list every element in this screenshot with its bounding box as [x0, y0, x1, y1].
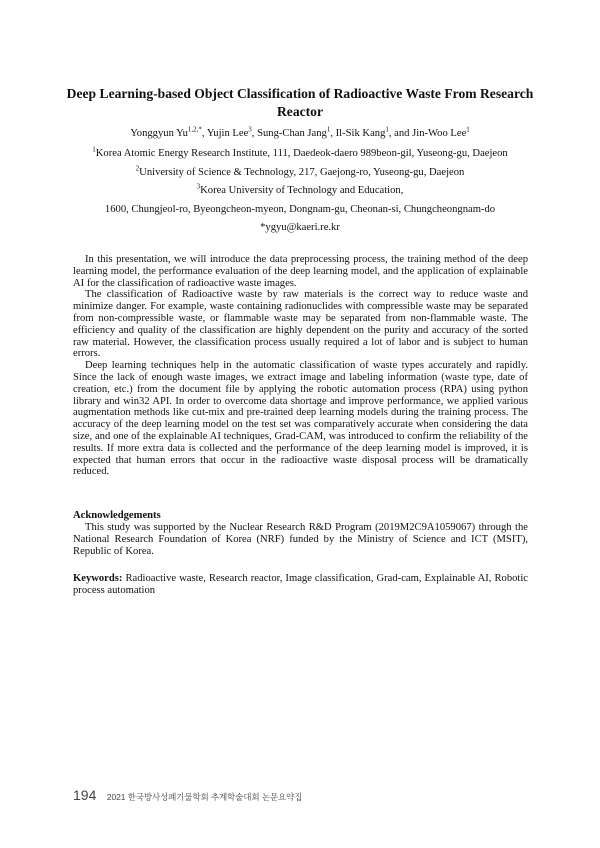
author-name: Yujin Lee	[206, 128, 249, 139]
author-list	[40, 127, 560, 140]
author-name: Yonggyun Yu	[130, 128, 188, 139]
corresponding-email: *ygyu@kaeri.re.kr	[260, 222, 340, 233]
author-affiliation-marker: 1	[466, 125, 470, 134]
author-name: Il-Sik Kang	[335, 128, 386, 139]
footer-text: 2021 한국방사성폐기물학회 추계학술대회 논문요약집	[106, 792, 303, 802]
author-affiliation-marker: 3	[248, 125, 252, 134]
abstract	[73, 254, 528, 478]
keywords-label: Keywords:	[73, 573, 123, 584]
author-name: Sung-Chan Jang	[257, 128, 327, 139]
acknowledgements-heading: Acknowledgements	[73, 510, 161, 521]
abstract-paragraph-1: In this presentation, we will introduce the data preprocessing process, the training method of the deep learning model, the performance evaluation of the deep learning model, and the application of explainable AI for the classification of radioactive waste images.	[73, 254, 528, 289]
author-separator: ,	[201, 128, 207, 139]
author-affiliation-marker: 1	[385, 125, 389, 134]
affiliation-2: $^2$University of Science & Technology, 217, Gaejong-ro, Yuseong-gu, Daejeon	[135, 164, 465, 178]
affiliation-3: $^3$Korea University of Technology and Education,	[196, 182, 404, 196]
author-affiliation-marker: 1	[326, 125, 331, 134]
author-affiliation-marker: 1,2,*	[187, 125, 202, 134]
author-name: Jin-Woo Lee	[412, 128, 467, 139]
abstract-paragraph-2: The classification of Radioactive waste by raw materials is the correct way to reduce waste and minimize danger. For example, waste containing radionuclides with compressible waste may be separated from non-compressible waste, or flammable waste may be separated from non-flammable waste. The efficiency and quality of the classification are highly dependent on the purity and accuracy of the sorted raw material. However, the classification process usually required a lot of labor and is subject to human errors.	[73, 289, 528, 360]
author-separator: ,	[251, 128, 258, 139]
keywords-text: Radioactive waste, Research reactor, Image classification, Grad-cam, Explainable AI, Robotic process automation	[73, 573, 528, 596]
author-separator: ,	[330, 128, 336, 139]
page-footer	[73, 787, 302, 805]
affiliation-3-address: 1600, Chungjeol-ro, Byeongcheon-myeon, Dongnam-gu, Cheonan-si, Chungcheongnam-do	[104, 204, 496, 215]
paper-title: Deep Learning-based Object Classification of Radioactive Waste From Research Reactor	[66, 86, 534, 119]
page-number: 194	[73, 787, 97, 803]
abstract-paragraph-3: Deep learning techniques help in the automatic classification of waste types accurately and rapidly. Since the lack of enough waste images, we extract image and labeling information (waste type, date of creation, etc.) from the document file by applying the robotic automation process (RPA) using python library and win32 API. In order to overcome data shortage and improve performance, we applied various augmentation methods like cut-mix and pre-trained deep learning models during the training process. The accuracy of the deep learning model on the test set was comparatively accurate when considering the data size, and one of the explainable AI techniques, Grad-CAM, was introduced to confirm the reliability of the results. If more extra data is collected and the performance of the deep learning model is improved, it is expected that human errors that occur in the radioactive waste disposal process will be dramatically reduced.	[73, 360, 528, 478]
acknowledgements-text: This study was supported by the Nuclear Research R&D Program (2019M2C9A1059067) through the National Research Foundation of Korea (NRF) funded by the Ministry of Science and ICT (MSIT), Republic of Korea.	[73, 522, 528, 557]
keywords	[73, 573, 528, 597]
author-separator: , and	[388, 128, 413, 139]
affiliation-1: $^1$Korea Atomic Energy Research Institute, 111, Daedeok-daero 989beon-gil, Yuseong-gu, Daejeon	[92, 145, 508, 159]
